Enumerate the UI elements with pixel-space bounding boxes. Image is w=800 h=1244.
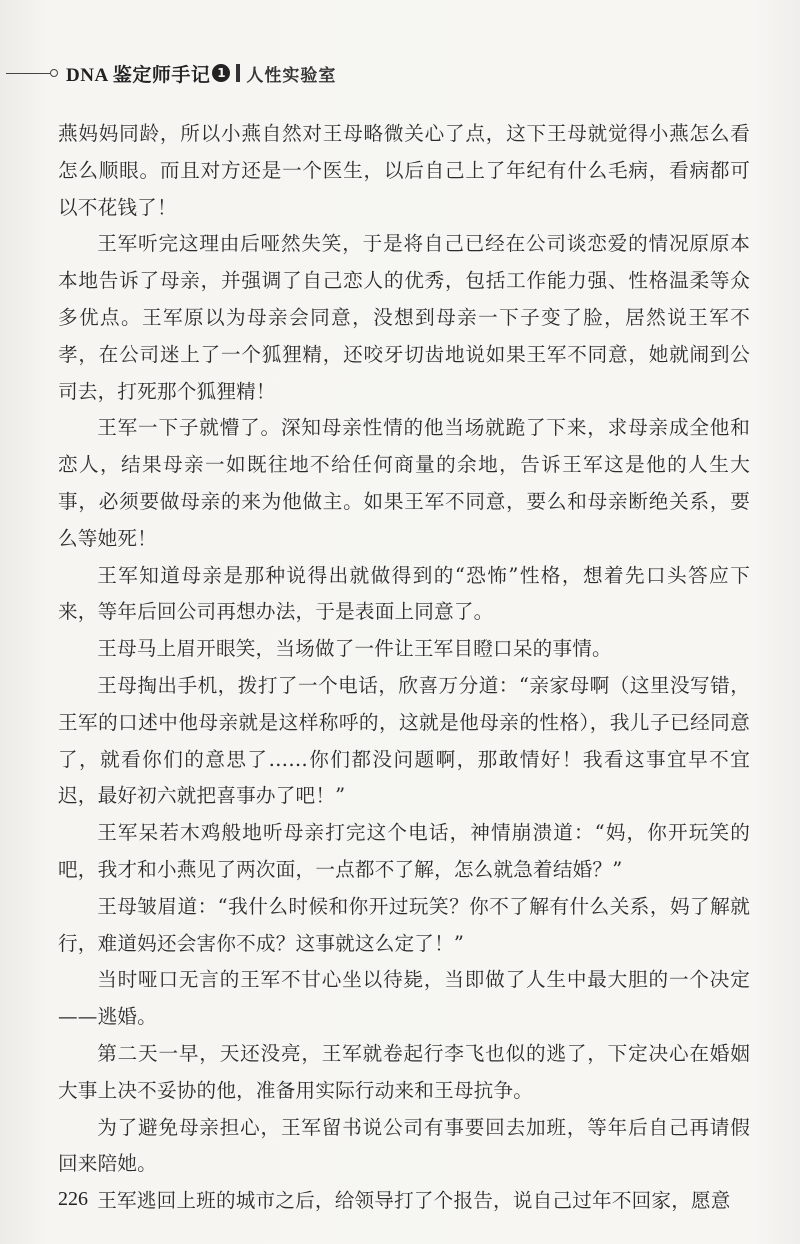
paragraph: 王军呆若木鸡般地听母亲打完这个电话，神情崩溃道：“妈，你开玩笑的吧，我才和小燕见了两次面，一点都不了解，怎么就急着结婚？”: [58, 821, 750, 881]
paragraph: 王母马上眉开眼笑，当场做了一件让王军目瞪口呆的事情。: [97, 637, 612, 661]
paragraph: 燕妈妈同龄，所以小燕自然对王母略微关心了点，这下王母就觉得小燕怎么看怎么顺眼。而且对方还是一个医生，以后自己上了年纪有什么毛病，看病都可以不花钱了！: [58, 122, 750, 219]
header-circle-ornament: [50, 69, 58, 77]
book-subtitle: 人性实验室: [246, 65, 337, 86]
running-header: [0, 58, 336, 88]
body-text: [58, 116, 750, 1220]
paragraph: 王军知道母亲是那种说得出就做得到的“恐怖”性格，想着先口头答应下来，等年后回公司再想办法，于是表面上同意了。: [58, 563, 750, 624]
paragraph: 当时哑口无言的王军不甘心坐以待毙，当即做了人生中最大胆的一个决定——逃婚。: [58, 968, 750, 1029]
page-number: 226: [58, 1188, 88, 1210]
paragraph: 王军听完这理由后哑然失笑，于是将自己已经在公司谈恋爱的情况原原本本地告诉了母亲，并强调了自己恋人的优秀，包括工作能力强、性格温柔等众多优点。王军原以为母亲会同意，没想到母亲一下子变了脸，居然说王军不孝，在公司迷上了一个狐狸精，还咬牙切齿地说如果王军不同意，她就闹到公司去，打死那个狐狸精！: [58, 232, 750, 403]
header-rule: [6, 73, 50, 74]
paragraph: 第二天一早，天还没亮，王军就卷起行李飞也似的逃了，下定决心在婚姻大事上决不妥协的他，准备用实际行动来和王母抗争。: [58, 1041, 750, 1102]
paragraph: 王军逃回上班的城市之后，给领导打了个报告，说自己过年不回家，愿意: [97, 1189, 731, 1213]
header-separator-bar: [236, 64, 240, 82]
series-title: DNA 鉴定师手记: [66, 64, 211, 86]
paragraph: 王军一下子就懵了。深知母亲性情的他当场就跪了下来，求母亲成全他和恋人，结果母亲一如既往地不给任何商量的余地，告诉王军这是他的人生大事，必须要做母亲的来为他做主。如果王军不同意，要么和母亲断绝关系，要么等她死！: [58, 416, 750, 550]
paragraph: 为了避免母亲担心，王军留书说公司有事要回去加班，等年后自己再请假回来陪她。: [58, 1115, 750, 1176]
paragraph: 王母掏出手机，拨打了一个电话，欣喜万分道：“亲家母啊（这里没写错，王军的口述中他母亲就是这样称呼的，这就是他母亲的性格），我儿子已经同意了，就看你们的意思了……你们都没问题啊，那敢情好！我看这事宜早不宜迟，最好初六就把喜事办了吧！”: [58, 673, 750, 808]
volume-number-badge: 1: [212, 64, 230, 82]
paragraph: 王母皱眉道：“我什么时候和你开过玩笑？你不了解有什么关系，妈了解就行，难道妈还会害你不成？这事就这么定了！”: [58, 894, 750, 955]
